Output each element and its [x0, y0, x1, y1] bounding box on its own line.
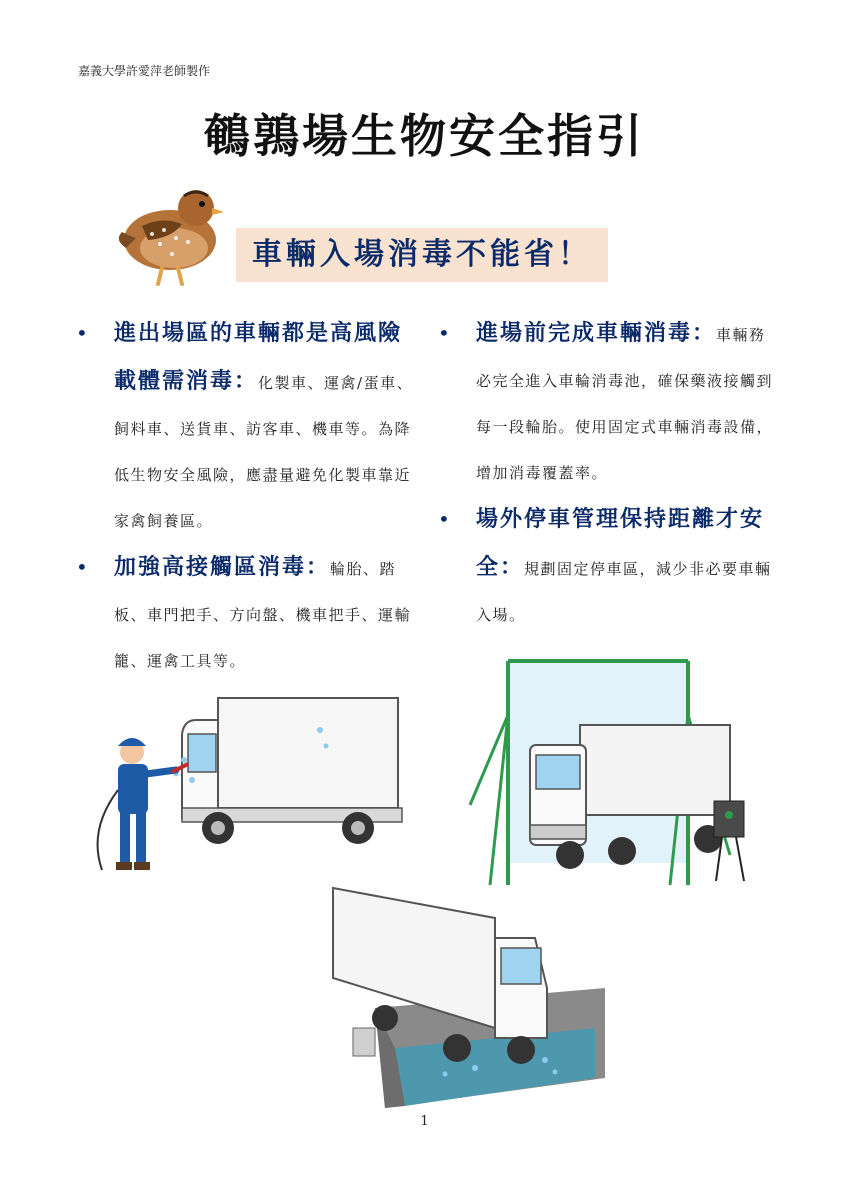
page-number: 1: [420, 1114, 429, 1129]
bullet-item: [436, 310, 781, 496]
bullet-list-left: [74, 310, 414, 684]
bullet-body: 規劃固定停車區，減少非必要車輛入場。: [476, 560, 772, 624]
bullet-icon: •: [438, 507, 452, 531]
truck-disinfection-arch-icon: [460, 655, 760, 900]
bullet-heading: 進出場區的車輛都是高風險載體需消毒：: [114, 320, 403, 394]
bullet-body: 車輛務必完全進入車輪消毒池，確保藥液接觸到每一段輪胎。使用固定式車輛消毒設備，增加消毒覆蓋率。: [476, 326, 774, 482]
truck-wheel-bath-icon: [325, 878, 615, 1118]
bullet-heading: 場外停車管理保持距離才安全：: [476, 506, 765, 580]
bullet-item: [436, 496, 781, 638]
bullet-heading: 加強高接觸區消毒：: [114, 554, 331, 580]
page-title: 鵪鶉場生物安全指引: [204, 109, 645, 163]
bullet-body: 化製車、運禽/蛋車、飼料車、送貨車、訪客車、機車等。為降低生物安全風險，應盡量避免化製車靠近家禽飼養區。: [114, 374, 414, 530]
section-banner: 車輛入場消毒不能省！: [236, 228, 608, 282]
bullet-icon: •: [76, 555, 90, 579]
bullet-heading: 進場前完成車輛消毒：: [476, 320, 717, 346]
bullet-icon: •: [438, 321, 452, 345]
bullet-list-right: [436, 310, 781, 638]
author-credit: 嘉義大學許愛萍老師製作: [78, 64, 211, 78]
bullet-item: [74, 544, 414, 684]
worker-spraying-truck-icon: [88, 690, 418, 890]
bullet-icon: •: [76, 321, 90, 345]
bullet-item: [74, 310, 414, 544]
bullet-body: 輪胎、踏板、車門把手、方向盤、機車把手、運輸籠、運禽工具等。: [114, 560, 412, 670]
quail-icon: [112, 178, 230, 290]
